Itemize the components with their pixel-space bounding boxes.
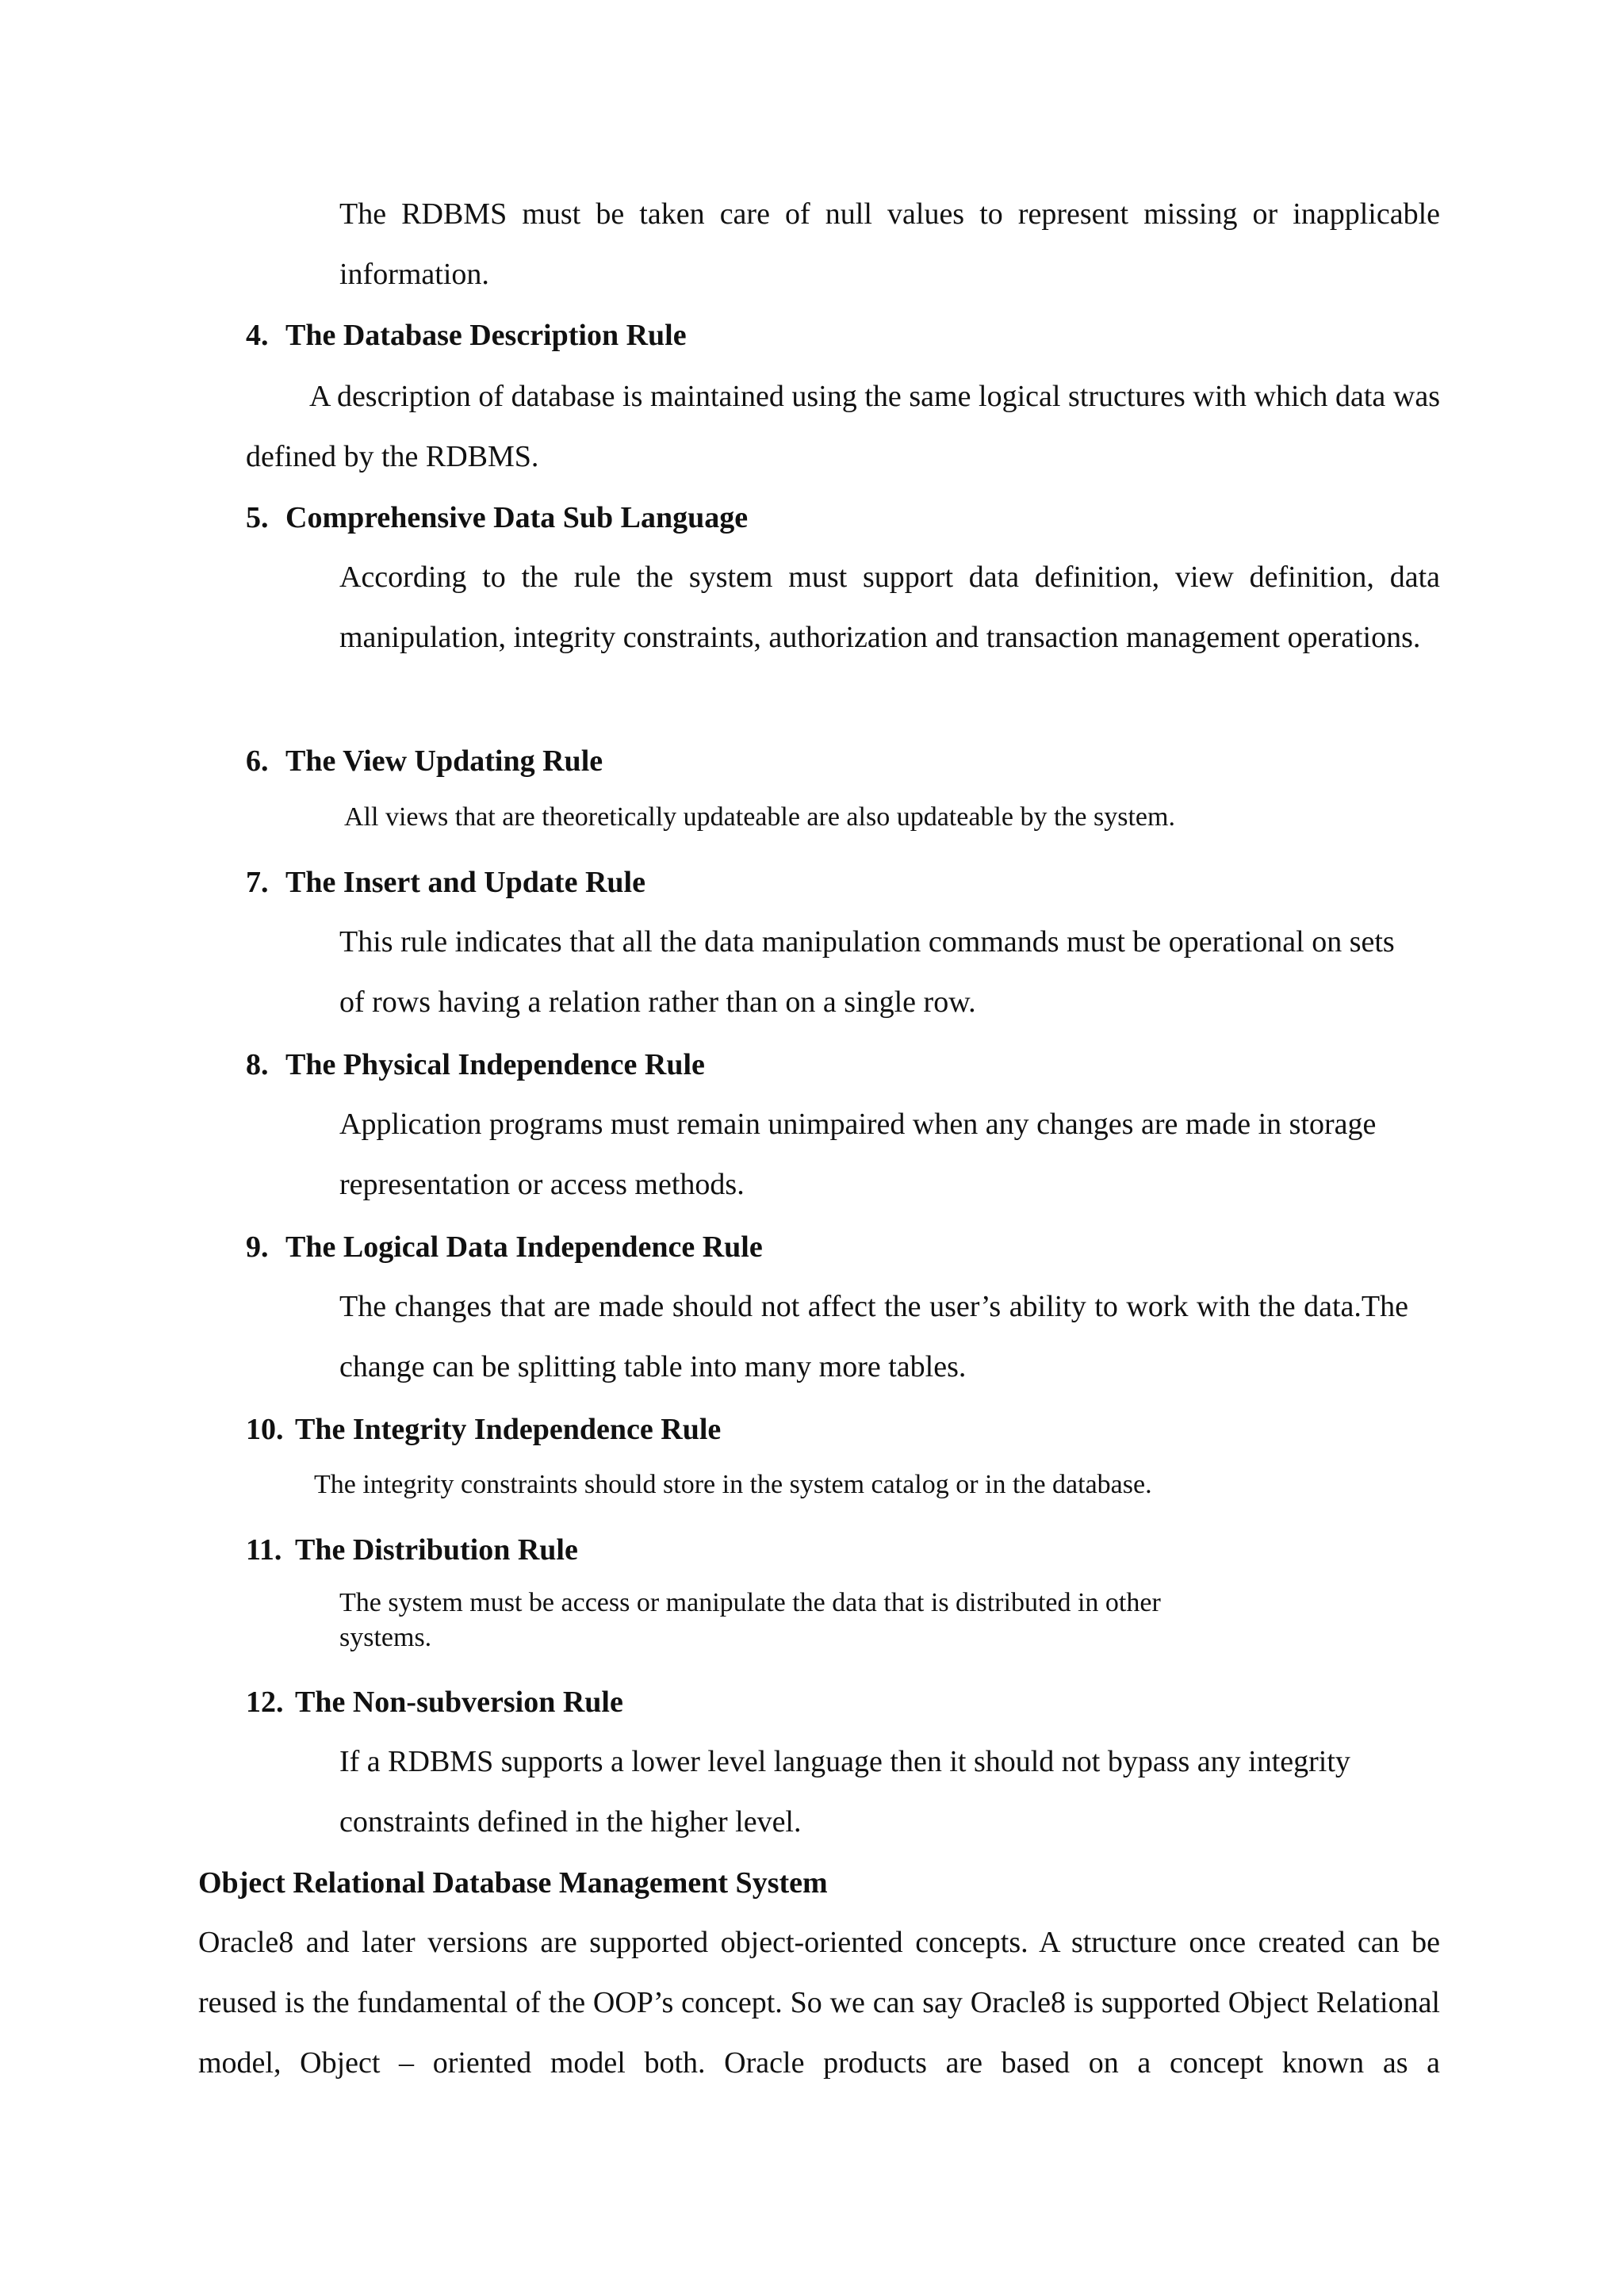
- rule-5-heading: [246, 499, 748, 536]
- rule-9-number: 9.: [246, 1230, 269, 1264]
- rule-10-number: 10.: [246, 1413, 284, 1446]
- rule-6-number: 6.: [246, 744, 269, 778]
- rule-6-title: The View Updating Rule: [285, 744, 603, 778]
- rule-6-heading: [246, 743, 603, 779]
- rule-12-title: The Non-subversion Rule: [295, 1686, 623, 1719]
- rule-9-title: The Logical Data Independence Rule: [285, 1230, 763, 1264]
- rule-8-text: Application programs must remain unimpaired when any changes are made in storage representation or access methods.: [339, 1108, 1377, 1201]
- rule-9-text: The changes that are made should not affect the user’s ability to work with the data.The change can be splitting table into many more tables.: [339, 1290, 1408, 1383]
- rule-8-heading: [246, 1047, 705, 1083]
- rule-11-text-line-1: The system must be access or manipulate the data that is distributed in other: [339, 1588, 1161, 1617]
- rule-12-heading: [246, 1684, 623, 1720]
- rule-12-number: 12.: [246, 1686, 284, 1719]
- rule-10-text: The integrity constraints should store in the system catalog or in the database.: [314, 1470, 1152, 1499]
- rule-7-heading: [246, 864, 645, 901]
- rule-6-text: All views that are theoretically updateable are also updateable by the system.: [344, 802, 1175, 832]
- rule-5-text: According to the rule the system must support data definition, view definition, data manipulation, integrity constraints, authorization and transaction management operations.: [339, 561, 1440, 654]
- rule-4-text: A description of database is maintained using the same logical structures with which data was defined by the RDBMS.: [246, 380, 1440, 473]
- null-values-paragraph: The RDBMS must be taken care of null values to represent missing or inapplicable information.: [339, 197, 1440, 291]
- rule-9-heading: [246, 1229, 763, 1265]
- rule-11-heading: [246, 1532, 578, 1568]
- rule-12-text: If a RDBMS supports a lower level language then it should not bypass any integrity constraints defined in the higher level.: [339, 1745, 1350, 1839]
- rule-7-text: This rule indicates that all the data manipulation commands must be operational on sets of rows having a relation rather than on a single row.: [339, 925, 1395, 1019]
- rule-5-number: 5.: [246, 501, 269, 534]
- rule-4-heading: [246, 317, 687, 354]
- section-paragraph: Oracle8 and later versions are supported object-oriented concepts. A structure once created can be reused is the fundamental of the OOP’s concept. So we can say Oracle8 is supported Object Relational model, Object – oriented model both. Oracle products are based on a concept known as a: [198, 1926, 1440, 2080]
- rule-7-title: The Insert and Update Rule: [285, 866, 645, 899]
- rule-11-number: 11.: [246, 1533, 282, 1567]
- rule-10-heading: [246, 1411, 721, 1448]
- rule-8-number: 8.: [246, 1048, 269, 1081]
- rule-11-title: The Distribution Rule: [295, 1533, 578, 1567]
- rule-4-number: 4.: [246, 319, 269, 352]
- rule-8-title: The Physical Independence Rule: [285, 1048, 705, 1081]
- rule-10-title: The Integrity Independence Rule: [295, 1413, 722, 1446]
- section-heading: Object Relational Database Management System: [198, 1866, 828, 1900]
- rule-4-title: The Database Description Rule: [285, 319, 687, 352]
- rule-5-title: Comprehensive Data Sub Language: [285, 501, 749, 534]
- rule-11-text-line-2: systems.: [339, 1623, 432, 1652]
- rule-7-number: 7.: [246, 866, 269, 899]
